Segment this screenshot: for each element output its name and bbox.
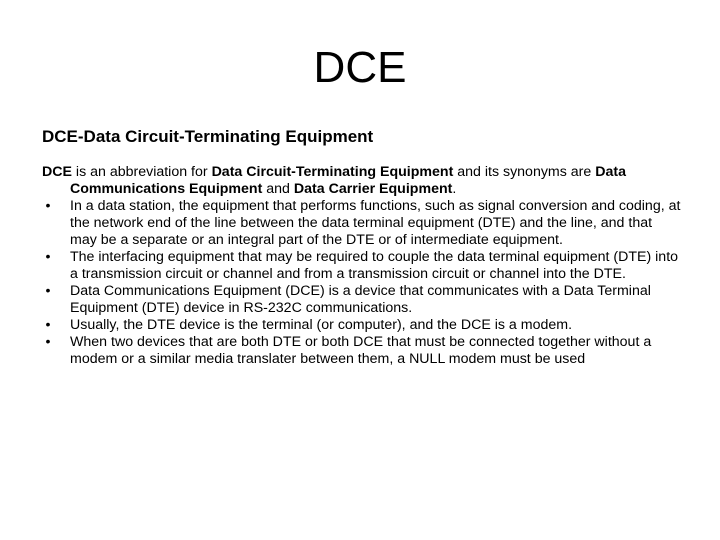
intro-term: Data Carrier Equipment <box>293 181 453 197</box>
list-item <box>42 317 682 334</box>
bullet-icon: • <box>45 317 51 333</box>
bullet-text: When two devices that are both DTE or both DCE that must be connected together without a modem or a similar media translater between them, a NULL modem must be used <box>70 334 652 367</box>
list-item <box>42 249 682 283</box>
bullet-text: In a data station, the equipment that performs functions, such as signal conversion and coding, at the network end of the line between the data terminal equipment (DTE) and the line, and that may be a separate or an integral part of the DTE or of intermediate equipment. <box>70 198 681 248</box>
slide-title: DCE <box>313 43 407 92</box>
intro-text: and <box>262 181 294 197</box>
slide-subheading: DCE-Data Circuit-Terminating Equipment <box>42 127 374 146</box>
intro-term: DCE <box>42 164 72 180</box>
bullet-text: The interfacing equipment that may be required to couple the data terminal equipment (DTE) into a transmission circuit or channel and from a transmission circuit or channel into the DTE. <box>70 249 679 282</box>
slide-body <box>42 164 682 368</box>
bullet-list <box>42 198 682 368</box>
bullet-icon: • <box>45 334 51 350</box>
intro-text: . <box>452 181 457 197</box>
bullet-text: Usually, the DTE device is the terminal (or computer), and the DCE is a modem. <box>70 317 573 333</box>
intro-text: and its synonyms are <box>453 164 596 180</box>
bullet-icon: • <box>45 283 51 299</box>
intro-term: Data Communications Equipment <box>70 164 626 197</box>
list-item <box>42 198 682 249</box>
intro-term: Data Circuit-Terminating Equipment <box>211 164 454 180</box>
bullet-icon: • <box>45 249 51 265</box>
bullet-text: Data Communications Equipment (DCE) is a device that communicates with a Data Terminal Equipment (DTE) device in RS-232C communications. <box>70 283 651 316</box>
intro-text: is an abbreviation for <box>71 164 212 180</box>
intro-paragraph <box>42 164 682 198</box>
list-item <box>42 283 682 317</box>
list-item <box>42 334 682 368</box>
bullet-icon: • <box>45 198 51 214</box>
